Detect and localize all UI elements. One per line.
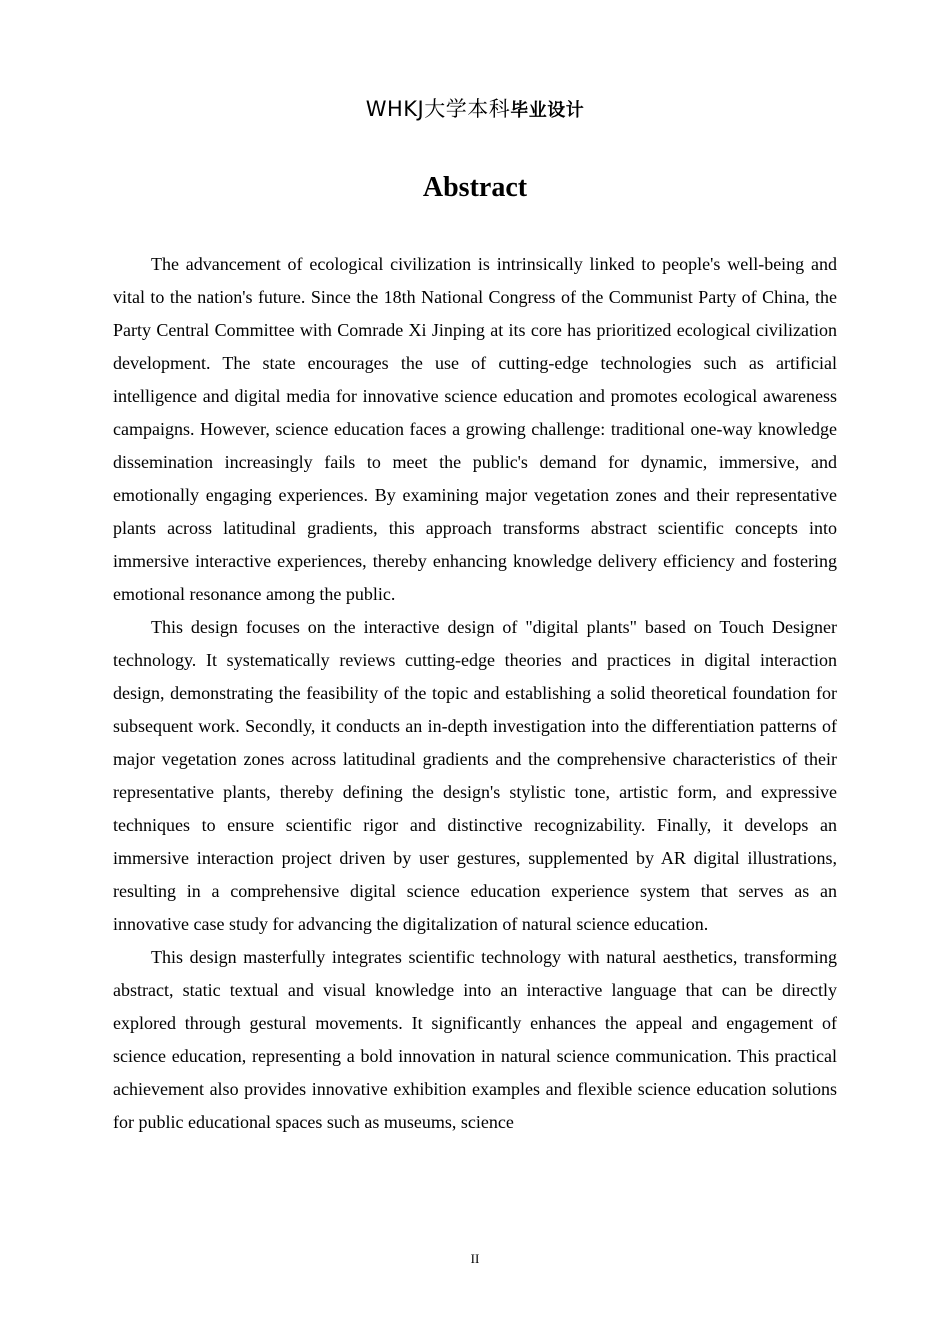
page-number: II: [470, 1251, 480, 1266]
header-university: WHKJ大学本科: [365, 97, 511, 121]
abstract-paragraph-3: This design masterfully integrates scientific technology with natural aesthetics, transforming abstract, static textual and visual knowledge into an interactive language that can be directly explored through gestural movements. It significantly enhances the appeal and engagement of science education, representing a bold innovation in natural science communication. This practical achievement also provides innovative exhibition examples and flexible science education solutions for public educational spaces such as museums, science: [113, 947, 837, 1132]
abstract-paragraph-2: This design focuses on the interactive design of "digital plants" based on Touch Designer technology. It systematically reviews cutting-edge theories and practices in digital interaction design, demonstrating the feasibility of the topic and establishing a solid theoretical foundation for subsequent work. Secondly, it conducts an in-depth investigation into the differentiation patterns of major vegetation zones across latitudinal gradients and the comprehensive characteristics of their representative plants, thereby defining the design's stylistic tone, artistic form, and expressive techniques to ensure scientific rigor and distinctive recognizability. Finally, it develops an immersive interaction project driven by user gestures, supplemented by AR digital illustrations, resulting in a comprehensive digital science education experience system that serves as an innovative case study for advancing the digitalization of natural science education.: [113, 617, 837, 934]
abstract-paragraph-1: The advancement of ecological civilization is intrinsically linked to people's well-being and vital to the nation's future. Since the 18th National Congress of the Communist Party of China, the Party Central Committee with Comrade Xi Jinping at its core has prioritized ecological civilization development. The state encourages the use of cutting-edge technologies such as artificial intelligence and digital media for innovative science education and promotes ecological awareness campaigns. However, science education faces a growing challenge: traditional one-way knowledge dissemination increasingly fails to meet the public's demand for dynamic, immersive, and emotionally engaging experiences. By examining major vegetation zones and their representative plants across latitudinal gradients, this approach transforms abstract scientific concepts into immersive interactive experiences, thereby enhancing knowledge delivery efficiency and fostering emotional resonance among the public.: [113, 254, 837, 604]
page-header: [0, 93, 950, 127]
abstract-body: [113, 248, 837, 1139]
header-thesis-type: 毕业设计: [510, 100, 585, 121]
abstract-title: Abstract: [422, 172, 528, 203]
